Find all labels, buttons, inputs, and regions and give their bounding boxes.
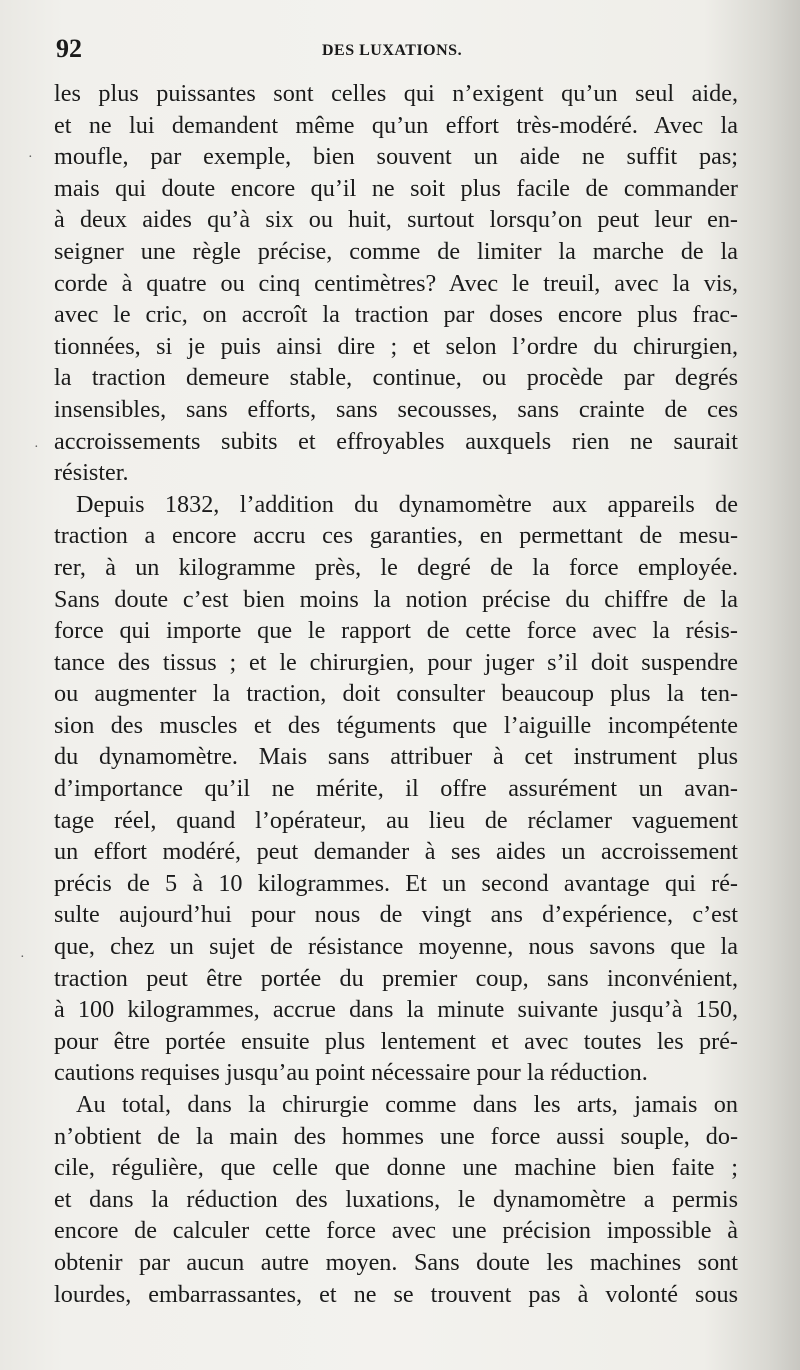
- text-line: sulte aujourd’hui pour nous de vingt ans d’expérience, c’est: [54, 901, 738, 929]
- text-line: tance des tissus ; et le chirurgien, pour juger s’il doit suspendre: [54, 648, 738, 676]
- page-header: [56, 34, 736, 70]
- text-line: tage réel, quand l’opérateur, au lieu de réclamer vaguement: [54, 806, 738, 834]
- text-line: tionnées, si je puis ainsi dire ; et selon l’ordre du chirurgien,: [54, 332, 738, 360]
- text-line: obtenir par aucun autre moyen. Sans doute les machines sont: [54, 1248, 738, 1276]
- text-line: Depuis 1832, l’addition du dynamomètre aux appareils de: [76, 490, 738, 518]
- text-line: mais qui doute encore qu’il ne soit plus facile de commander: [54, 174, 738, 202]
- page-number: 92: [56, 34, 82, 63]
- text-line: cautions requises jusqu’au point nécessaire pour la réduction.: [54, 1059, 648, 1087]
- text-line: encore de calculer cette force avec une précision impossible à: [54, 1217, 738, 1245]
- text-line: un effort modéré, peut demander à ses aides un accroissement: [54, 838, 738, 866]
- text-line: et ne lui demandent même qu’un effort très-modéré. Avec la: [54, 111, 738, 139]
- text-line: traction a encore accru ces garanties, en permettant de mesu-: [54, 522, 738, 550]
- text-line: traction peut être portée du premier coup, sans inconvénient,: [54, 964, 738, 992]
- margin-speck: ·: [20, 950, 25, 965]
- text-line: pour être portée ensuite plus lentement et avec toutes les pré-: [54, 1027, 738, 1055]
- running-title: DES LUXATIONS.: [322, 42, 463, 59]
- text-line: lourdes, embarrassantes, et ne se trouvent pas à volonté sous: [54, 1280, 738, 1308]
- text-line: insensibles, sans efforts, sans secousses, sans crainte de ces: [54, 395, 738, 423]
- text-line: les plus puissantes sont celles qui n’exigent qu’un seul aide,: [54, 80, 738, 107]
- text-line: d’importance qu’il ne mérite, il offre assurément un avan-: [54, 775, 738, 803]
- text-line: moufle, par exemple, bien souvent un aide ne suffit pas;: [54, 143, 738, 171]
- text-line: corde à quatre ou cinq centimètres? Avec le treuil, avec la vis,: [54, 269, 738, 297]
- margin-speck: ·: [28, 150, 33, 165]
- text-line: rer, à un kilogramme près, le degré de la force employée.: [54, 553, 738, 581]
- text-line: Au total, dans la chirurgie comme dans les arts, jamais on: [76, 1091, 738, 1118]
- text-line: accroissements subits et effroyables auxquels rien ne saurait: [54, 427, 738, 455]
- text-line: force qui importe que le rapport de cette force avec la résis-: [54, 617, 738, 645]
- text-line: n’obtient de la main des hommes une force aussi souple, do-: [54, 1122, 738, 1150]
- text-line: cile, régulière, que celle que donne une machine bien faite ;: [54, 1154, 738, 1182]
- body-text: [54, 78, 738, 1310]
- text-line: et dans la réduction des luxations, le dynamomètre a permis: [54, 1185, 738, 1213]
- text-line: la traction demeure stable, continue, ou procède par degrés: [54, 364, 738, 392]
- text-line: seigner une règle précise, comme de limiter la marche de la: [54, 237, 738, 265]
- text-line: du dynamomètre. Mais sans attribuer à cet instrument plus: [54, 743, 738, 771]
- text-line: à 100 kilogrammes, accrue dans la minute suivante jusqu’à 150,: [54, 996, 738, 1024]
- text-line: que, chez un sujet de résistance moyenne, nous savons que la: [54, 933, 738, 961]
- text-line: à deux aides qu’à six ou huit, surtout lorsqu’on peut leur en-: [54, 206, 738, 234]
- text-line: résister.: [54, 459, 129, 487]
- text-line: précis de 5 à 10 kilogrammes. Et un second avantage qui ré-: [54, 869, 738, 897]
- text-line: Sans doute c’est bien moins la notion précise du chiffre de la: [54, 585, 738, 613]
- text-line: avec le cric, on accroît la traction par doses encore plus frac-: [54, 301, 738, 329]
- text-line: sion des muscles et des téguments que l’aiguille incompétente: [54, 711, 738, 739]
- text-line: ou augmenter la traction, doit consulter beaucoup plus la ten-: [54, 680, 738, 708]
- margin-speck: ·: [34, 440, 39, 455]
